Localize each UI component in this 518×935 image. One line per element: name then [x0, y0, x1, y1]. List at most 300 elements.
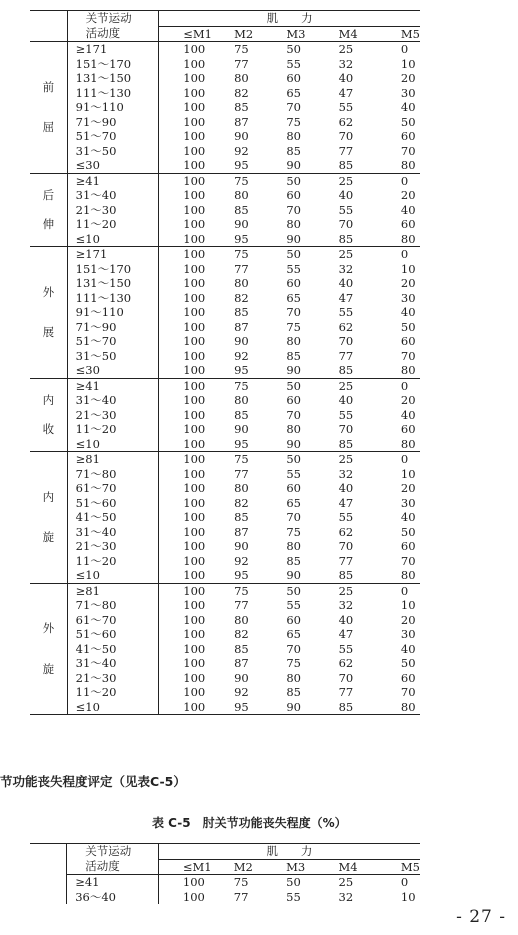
- grade-m3-cell: 75: [286, 656, 301, 670]
- grade-m5-cell: 60: [400, 670, 416, 685]
- grade-m3-cell: 55: [286, 598, 301, 612]
- grade-m4-cell: 55: [338, 305, 354, 319]
- grade-m4-cell: 77: [338, 348, 354, 363]
- grade-m5-cell: 40: [400, 641, 416, 656]
- grade-m2-cell: 90: [234, 422, 249, 436]
- table-row: [30, 100, 420, 115]
- grade-m2-cell: 85: [234, 407, 249, 422]
- header-grade-m1: ≤M1: [158, 859, 233, 875]
- grade-m1-cell: 100: [183, 598, 206, 612]
- header-row-2: [30, 26, 420, 42]
- grade-m3-cell: 90: [286, 363, 301, 377]
- grade-m2-cell: 85: [234, 305, 249, 319]
- range-cell: ≥171: [67, 247, 159, 262]
- header-grade-m2: M2: [234, 26, 286, 42]
- range-cell: 51～60: [67, 496, 159, 511]
- grade-m2-cell: 80: [234, 276, 249, 290]
- table-row: [30, 671, 420, 686]
- table-row: [30, 232, 420, 247]
- range-cell: 131～150: [67, 71, 159, 86]
- grade-m5-cell: 20: [400, 188, 416, 202]
- table-row: [30, 188, 420, 203]
- grade-m5-cell: 40: [400, 100, 416, 114]
- range-cell: 21～30: [67, 539, 159, 554]
- grade-m5-cell: 40: [400, 202, 416, 217]
- grade-m3-cell: 70: [286, 407, 301, 422]
- grade-m1-cell: 100: [183, 217, 206, 231]
- table-row: [30, 685, 420, 700]
- grade-m1-cell: 100: [159, 173, 234, 188]
- grade-m5-cell: 20: [400, 276, 416, 290]
- page-number: - 27 -: [456, 907, 506, 927]
- grade-m3-cell: 90: [286, 158, 301, 172]
- grade-m4-cell: 70: [338, 539, 354, 553]
- grade-m5-cell: 40: [400, 407, 416, 422]
- grade-m1-cell: 100: [159, 42, 234, 57]
- range-cell: 51～70: [67, 129, 159, 144]
- grade-m1-cell: 100: [183, 334, 206, 348]
- grade-m1-cell: 100: [183, 305, 206, 319]
- table-row: [30, 363, 420, 378]
- table-body: [30, 844, 420, 905]
- grade-m2-cell: 75: [234, 452, 286, 467]
- grade-m2-cell: 85: [234, 641, 249, 656]
- grade-m1-cell: 100: [183, 202, 206, 217]
- grade-m5-cell: 40: [400, 305, 416, 319]
- motion-label-char: 外: [42, 621, 55, 636]
- grade-m4-cell: 77: [338, 685, 354, 699]
- grade-m2-cell: 85: [234, 100, 249, 114]
- grade-m2-cell: 95: [234, 363, 249, 377]
- grade-m2-cell: 87: [234, 114, 249, 129]
- motion-label-char: 外: [42, 284, 55, 299]
- table-row: [30, 393, 420, 408]
- header-muscle-strength: 肌 力: [158, 844, 420, 860]
- grade-m2-cell: 85: [234, 202, 249, 217]
- grade-m2-cell: 95: [234, 568, 249, 582]
- grade-m1-cell: 100: [183, 685, 206, 699]
- range-cell: 31～40: [67, 393, 159, 408]
- grade-m5-cell: 80: [400, 436, 416, 451]
- range-cell: ≤30: [67, 363, 159, 378]
- grade-m4-cell: 25: [339, 173, 391, 188]
- grade-m5-cell: 30: [400, 290, 416, 305]
- table-row: [30, 276, 420, 291]
- table-body: [30, 11, 420, 715]
- grade-m1-cell: 100: [183, 348, 206, 363]
- grade-m3-cell: 65: [286, 85, 301, 100]
- grade-m4-cell: 25: [339, 247, 391, 262]
- range-cell: ≤30: [67, 158, 159, 173]
- motion-label-char: 内: [42, 393, 55, 408]
- grade-m5-cell: 0: [391, 173, 420, 188]
- grade-m5-cell: 80: [400, 231, 416, 246]
- grade-m5-cell: 0: [400, 875, 409, 889]
- header-row-1: [30, 844, 420, 860]
- grade-m3-cell: 90: [286, 568, 301, 582]
- grade-m3-cell: 80: [286, 334, 301, 348]
- grade-m4-cell: 32: [338, 261, 354, 276]
- grade-m3-cell: 50: [286, 247, 338, 262]
- grade-m1-cell: 100: [183, 436, 206, 451]
- grade-m4-cell: 55: [338, 641, 354, 656]
- grade-m3-cell: 80: [286, 422, 301, 436]
- grade-m4-cell: 25: [339, 42, 391, 57]
- grade-m4-cell: 77: [338, 553, 354, 568]
- table-row: [30, 57, 420, 72]
- header-grade-m3: M3: [286, 859, 338, 875]
- motion-label-char: 收: [42, 421, 55, 436]
- grade-m1-cell: 100: [159, 378, 234, 393]
- grade-m2-cell: 87: [234, 319, 249, 334]
- grade-m3-cell: 50: [286, 875, 301, 889]
- range-cell: 51～60: [67, 627, 159, 642]
- grade-m1-cell: 100: [183, 553, 206, 568]
- range-cell: 31～40: [67, 656, 159, 671]
- grade-m4-cell: 40: [338, 393, 354, 407]
- grade-m2-cell: 80: [234, 612, 249, 627]
- table-row: [30, 129, 420, 144]
- grade-m2-cell: 92: [234, 143, 249, 158]
- grade-m2-cell: 75: [234, 173, 286, 188]
- motion-label: [30, 247, 67, 379]
- grade-m3-cell: 65: [286, 495, 301, 510]
- motion-label-char: 前: [42, 79, 55, 94]
- table-row: [30, 700, 420, 715]
- table-row: [30, 305, 420, 320]
- grade-m1-cell: 100: [183, 143, 206, 158]
- table-row: [30, 422, 420, 437]
- grade-m4-cell: 25: [338, 875, 354, 889]
- grade-m2-cell: 82: [234, 495, 249, 510]
- grade-m2-cell: 77: [233, 889, 249, 904]
- table-row: [30, 613, 420, 628]
- table-row: [30, 203, 420, 218]
- range-cell: 61～70: [67, 613, 159, 628]
- grade-m3-cell: 50: [286, 378, 338, 393]
- table-row: [30, 467, 420, 482]
- grade-m1-cell: 100: [183, 481, 206, 495]
- table-row: [30, 115, 420, 130]
- grade-m3-cell: 50: [286, 583, 338, 598]
- range-cell: 21～30: [67, 408, 159, 423]
- grade-m4-cell: 85: [338, 158, 354, 172]
- grade-m3-cell: 50: [286, 452, 338, 467]
- table-row: [30, 452, 420, 467]
- range-cell: ≤10: [67, 232, 159, 247]
- motion-label-char: 内: [42, 489, 55, 504]
- table-row: [30, 71, 420, 86]
- header-range: 活动度: [67, 26, 159, 42]
- table-row: [30, 173, 420, 188]
- grade-m5-cell: 30: [400, 627, 416, 641]
- table-row: [30, 378, 420, 393]
- header-grade-m5: M5: [391, 26, 420, 42]
- grade-m5-cell: 10: [400, 261, 416, 276]
- grade-m1-cell: 100: [183, 466, 206, 481]
- range-cell: 61～70: [67, 481, 159, 496]
- range-cell: 71～90: [67, 320, 159, 335]
- grade-m3-cell: 50: [286, 42, 338, 57]
- header-grade-m2: M2: [234, 859, 286, 875]
- grade-m5-cell: 60: [400, 129, 416, 143]
- grade-m4-cell: 32: [338, 889, 354, 904]
- grade-m4-cell: 62: [338, 524, 354, 539]
- grade-m2-cell: 95: [234, 436, 249, 451]
- grade-m4-cell: 62: [338, 114, 354, 129]
- grade-m2-cell: 87: [234, 656, 249, 670]
- grade-m4-cell: 32: [338, 56, 354, 71]
- grade-m3-cell: 70: [286, 305, 301, 319]
- grade-m4-cell: 70: [338, 217, 354, 231]
- grade-m4-cell: 25: [339, 378, 391, 393]
- grade-m2-cell: 82: [234, 627, 249, 641]
- header-grade-m5: M5: [391, 859, 420, 875]
- grade-m1-cell: 100: [159, 452, 234, 467]
- grade-m2-cell: 75: [234, 378, 286, 393]
- grade-m5-cell: 20: [400, 71, 416, 85]
- grade-m4-cell: 70: [338, 422, 354, 436]
- grade-m5-cell: 80: [400, 699, 416, 714]
- table-row: [30, 568, 420, 583]
- elbow-function-table: [30, 843, 420, 904]
- grade-m5-cell: 50: [400, 319, 416, 334]
- grade-m1-cell: 100: [183, 56, 206, 71]
- range-cell: 111～130: [67, 291, 159, 306]
- grade-m4-cell: 77: [338, 143, 354, 158]
- grade-m4-cell: 40: [338, 612, 354, 627]
- range-cell: ≥41: [67, 875, 159, 890]
- table-row: [30, 598, 420, 613]
- motion-label: [30, 875, 67, 905]
- motion-label: [30, 378, 67, 452]
- grade-m1-cell: 100: [183, 231, 206, 246]
- grade-m4-cell: 55: [338, 510, 354, 524]
- table-row: [30, 408, 420, 423]
- header-row-1: [30, 11, 420, 27]
- header-corner: [30, 11, 67, 42]
- grade-m1-cell: 100: [183, 568, 206, 582]
- header-row-2: [30, 859, 420, 875]
- grade-m3-cell: 60: [286, 71, 301, 85]
- grade-m5-cell: 70: [400, 348, 416, 363]
- table-row: [30, 481, 420, 496]
- grade-m3-cell: 75: [286, 524, 301, 539]
- motion-label-char: 旋: [42, 530, 55, 545]
- grade-m2-cell: 82: [234, 290, 249, 305]
- grade-m5-cell: 0: [391, 583, 420, 598]
- table-row: [30, 496, 420, 511]
- grade-m2-cell: 90: [234, 129, 249, 143]
- header-range: 活动度: [67, 859, 159, 875]
- grade-m2-cell: 80: [234, 393, 249, 407]
- grade-m3-cell: 70: [286, 510, 301, 524]
- range-cell: 31～50: [67, 144, 159, 159]
- grade-m1-cell: 100: [183, 319, 206, 334]
- range-cell: 91～110: [67, 100, 159, 115]
- grade-m4-cell: 85: [338, 363, 354, 377]
- grade-m2-cell: 75: [234, 42, 286, 57]
- header-grade-m1: ≤M1: [159, 26, 234, 42]
- table-row: [30, 583, 420, 598]
- grade-m1-cell: 100: [183, 510, 206, 524]
- grade-m2-cell: 80: [234, 188, 249, 202]
- grade-m5-cell: 60: [400, 334, 416, 348]
- grade-m1-cell: 100: [183, 495, 206, 510]
- table-row: [30, 320, 420, 335]
- grade-m1-cell: 100: [159, 247, 234, 262]
- grade-m2-cell: 92: [234, 348, 249, 363]
- grade-m3-cell: 65: [286, 290, 301, 305]
- grade-m3-cell: 90: [286, 436, 301, 451]
- grade-m1-cell: 100: [183, 699, 206, 714]
- table-row: [30, 539, 420, 554]
- table-row: [30, 262, 420, 277]
- grade-m1-cell: 100: [183, 524, 206, 539]
- grade-m5-cell: 80: [400, 568, 416, 582]
- grade-m2-cell: 92: [234, 553, 249, 568]
- range-cell: 71～80: [67, 467, 159, 482]
- grade-m5-cell: 60: [400, 539, 416, 553]
- grade-m5-cell: 20: [400, 612, 416, 627]
- grade-m4-cell: 85: [338, 699, 354, 714]
- motion-label-char: 屈: [42, 120, 55, 135]
- range-cell: 21～30: [67, 203, 159, 218]
- range-cell: 131～150: [67, 276, 159, 291]
- range-cell: 51～70: [67, 334, 159, 349]
- grade-m4-cell: 70: [338, 129, 354, 143]
- grade-m5-cell: 30: [400, 495, 416, 510]
- grade-m3-cell: 50: [286, 173, 338, 188]
- motion-label: [30, 452, 67, 584]
- grade-m2-cell: 90: [234, 334, 249, 348]
- table-row: [30, 875, 420, 890]
- grade-m3-cell: 55: [286, 889, 301, 904]
- header-grade-m4: M4: [339, 26, 391, 42]
- grade-m5-cell: 0: [391, 378, 420, 393]
- grade-m1-cell: 100: [182, 889, 205, 904]
- grade-m4-cell: 40: [338, 71, 354, 85]
- grade-m3-cell: 90: [286, 231, 301, 246]
- grade-m1-cell: 100: [183, 612, 206, 627]
- grade-m5-cell: 10: [400, 889, 416, 904]
- range-cell: 111～130: [67, 86, 159, 101]
- range-cell: ≤10: [67, 437, 159, 452]
- motion-label: [30, 583, 67, 715]
- table-caption: 表 C-5 肘关节功能丧失程度（%）: [152, 816, 347, 830]
- shoulder-function-table: [30, 10, 420, 715]
- grade-m2-cell: 80: [234, 71, 249, 85]
- grade-m2-cell: 77: [234, 261, 249, 276]
- grade-m4-cell: 47: [338, 627, 354, 641]
- grade-m3-cell: 70: [286, 100, 301, 114]
- table-row: [30, 86, 420, 101]
- grade-m3-cell: 80: [286, 539, 301, 553]
- range-cell: 31～40: [67, 188, 159, 203]
- grade-m2-cell: 77: [234, 466, 249, 481]
- grade-m4-cell: 70: [338, 334, 354, 348]
- grade-m5-cell: 0: [391, 42, 420, 57]
- header-joint-motion: 关节运动: [67, 844, 159, 860]
- grade-m3-cell: 80: [286, 670, 301, 685]
- grade-m5-cell: 70: [400, 685, 416, 699]
- range-cell: ≥41: [67, 173, 159, 188]
- motion-label-char: 伸: [42, 216, 55, 231]
- range-cell: 71～90: [67, 115, 159, 130]
- grade-m3-cell: 75: [286, 114, 301, 129]
- grade-m5-cell: 80: [400, 158, 416, 172]
- grade-m3-cell: 65: [286, 627, 301, 641]
- grade-m4-cell: 55: [338, 202, 354, 217]
- grade-m4-cell: 55: [338, 407, 354, 422]
- grade-m4-cell: 62: [338, 319, 354, 334]
- grade-m1-cell: 100: [183, 641, 206, 656]
- range-cell: ≥171: [67, 42, 159, 57]
- header-joint-motion: 关节运动: [67, 11, 159, 27]
- header-muscle-strength: 肌 力: [159, 11, 420, 27]
- grade-m5-cell: 30: [400, 85, 416, 100]
- grade-m3-cell: 90: [286, 699, 301, 714]
- grade-m3-cell: 60: [286, 481, 301, 495]
- range-cell: 36～40: [67, 890, 159, 905]
- grade-m1-cell: 100: [183, 539, 206, 553]
- grade-m4-cell: 40: [338, 276, 354, 290]
- header-grade-m4: M4: [339, 859, 391, 875]
- grade-m5-cell: 60: [400, 217, 416, 231]
- grade-m5-cell: 80: [400, 363, 416, 377]
- grade-m2-cell: 75: [233, 875, 249, 889]
- grade-m5-cell: 20: [400, 481, 416, 495]
- grade-m5-cell: 70: [400, 553, 416, 568]
- grade-m5-cell: 10: [400, 598, 416, 612]
- grade-m4-cell: 25: [339, 452, 391, 467]
- range-cell: ≤10: [67, 568, 159, 583]
- grade-m2-cell: 80: [234, 481, 249, 495]
- grade-m5-cell: 0: [391, 247, 420, 262]
- grade-m1-cell: 100: [183, 129, 206, 143]
- grade-m3-cell: 60: [286, 276, 301, 290]
- grade-m1-cell: 100: [183, 290, 206, 305]
- grade-m1-cell: 100: [183, 100, 206, 114]
- grade-m4-cell: 32: [338, 598, 354, 612]
- range-cell: 21～30: [67, 671, 159, 686]
- grade-m1-cell: 100: [183, 85, 206, 100]
- range-cell: 31～50: [67, 349, 159, 364]
- grade-m5-cell: 0: [391, 452, 420, 467]
- grade-m3-cell: 60: [286, 188, 301, 202]
- range-cell: 11～20: [67, 685, 159, 700]
- grade-m1-cell: 100: [183, 422, 206, 436]
- grade-m2-cell: 90: [234, 670, 249, 685]
- grade-m3-cell: 60: [286, 612, 301, 627]
- grade-m2-cell: 92: [234, 685, 249, 699]
- grade-m2-cell: 90: [234, 217, 249, 231]
- grade-m5-cell: 10: [400, 56, 416, 71]
- grade-m2-cell: 82: [234, 85, 249, 100]
- grade-m4-cell: 47: [338, 85, 354, 100]
- motion-label: [30, 42, 67, 174]
- range-cell: 41～50: [67, 642, 159, 657]
- grade-m1-cell: 100: [159, 583, 234, 598]
- table-row: [30, 291, 420, 306]
- header-grade-m3: M3: [286, 26, 338, 42]
- table-row: [30, 42, 420, 57]
- table-row: [30, 334, 420, 349]
- range-cell: 41～50: [67, 510, 159, 525]
- range-cell: 11～20: [67, 217, 159, 232]
- grade-m1-cell: 100: [183, 188, 206, 202]
- grade-m5-cell: 40: [400, 510, 416, 524]
